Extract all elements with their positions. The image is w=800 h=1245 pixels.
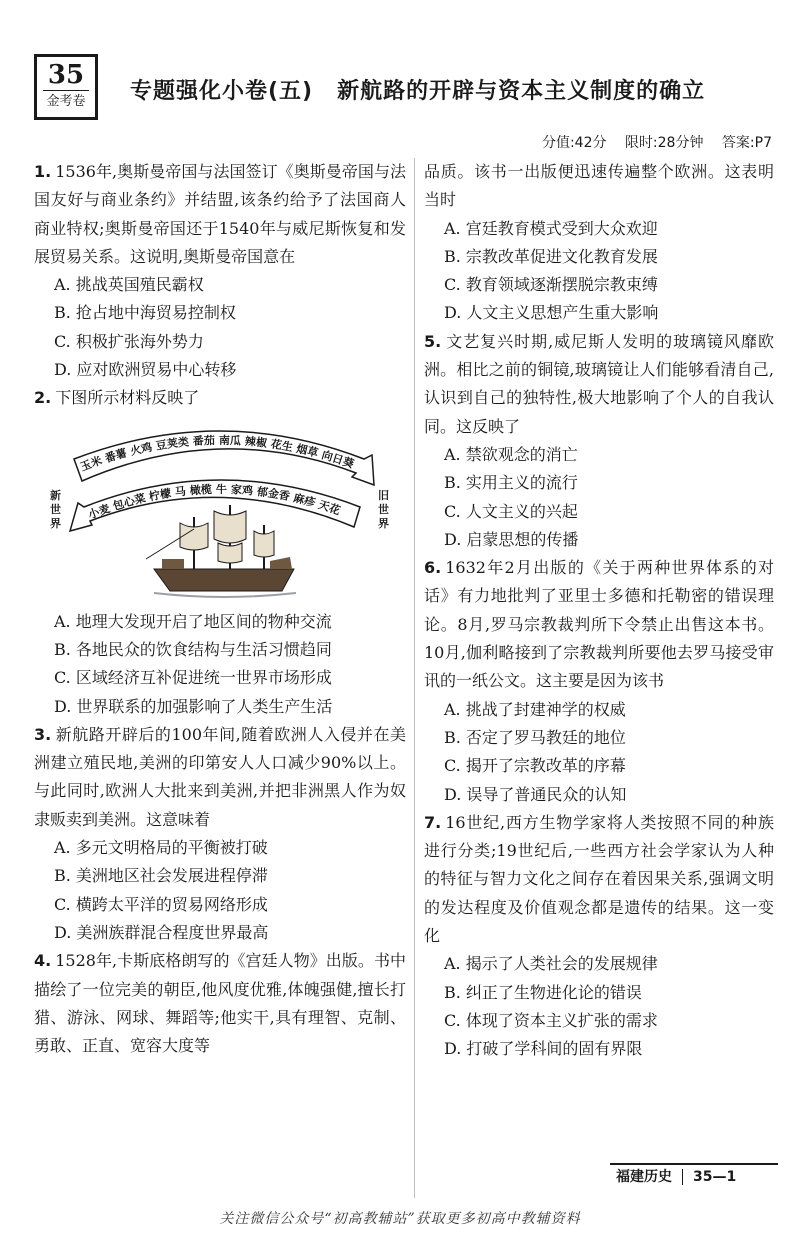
question-stem: 品质。该书一出版便迅速传遍整个欧洲。这表明当时: [424, 162, 774, 210]
lower-arrow-crops: 小麦 包心菜 柠檬 马 橄榄 牛 家鸡 郁金香 麻疹 天花: [86, 482, 342, 522]
question-3: [34, 721, 406, 947]
option-d[interactable]: D. 世界联系的加强影响了人类生产生活: [54, 696, 333, 716]
brand-label: 金考卷: [43, 90, 89, 111]
option-b[interactable]: B. 各地民众的饮食结构与生活习惯趋同: [54, 639, 332, 659]
question-number: 7.: [424, 812, 442, 832]
option-a[interactable]: A. 地理大发现开启了地区间的物种交流: [54, 611, 332, 631]
question-1: [34, 158, 406, 384]
option-c[interactable]: C. 揭开了宗教改革的序幕: [444, 756, 626, 776]
option-d[interactable]: D. 打破了学科间的固有界限: [444, 1039, 643, 1059]
option-b[interactable]: B. 宗教改革促进文化教育发展: [444, 246, 658, 266]
right-column: [424, 158, 774, 1064]
time-limit-info: 限时:28分钟: [624, 135, 704, 151]
option-b[interactable]: B. 否定了罗马教廷的地位: [444, 727, 626, 747]
left-column: [34, 158, 406, 1060]
question-number: 1.: [34, 162, 52, 181]
score-info: 分值:42分: [541, 135, 607, 151]
new-world-label: 新世界: [50, 488, 61, 530]
page-footer: [616, 1166, 736, 1186]
question-6: [424, 554, 774, 809]
exam-meta: [542, 132, 772, 152]
old-world-label: 旧世界: [378, 488, 389, 530]
question-4: [34, 947, 406, 1060]
option-c[interactable]: C. 人文主义的兴起: [444, 501, 578, 521]
option-c[interactable]: C. 体现了资本主义扩张的需求: [444, 1010, 658, 1030]
option-c[interactable]: C. 横跨太平洋的贸易网络形成: [54, 894, 268, 914]
option-c[interactable]: C. 区域经济互补促进统一世界市场形成: [54, 668, 332, 688]
question-stem: 1528年,卡斯底格朗写的《宫廷人物》出版。书中描绘了一位完美的朝臣,他风度优雅,体魄强健,擅长打猎、游泳、网球、舞蹈等;他实干,具有理智、克制、勇敢、正直、宽容大度等: [34, 951, 406, 1056]
question-5: [424, 328, 774, 554]
option-a[interactable]: A. 揭示了人类社会的发展规律: [444, 954, 658, 974]
paper-number-badge: [34, 54, 98, 120]
page-title: [130, 74, 770, 105]
option-d[interactable]: D. 人文主义思想产生重大影响: [444, 303, 659, 323]
question-7: [424, 809, 774, 1064]
option-c[interactable]: C. 教育领域逐渐摆脱宗教束缚: [444, 275, 658, 295]
option-d[interactable]: D. 误导了普通民众的认知: [444, 784, 627, 804]
title-topic: 新航路的开辟与资本主义制度的确立: [337, 79, 706, 104]
answer-reference: 答案:P7: [721, 135, 772, 151]
footer-rule: [610, 1163, 778, 1165]
option-d[interactable]: D. 美洲族群混合程度世界最高: [54, 922, 269, 942]
option-a[interactable]: A. 挑战英国殖民霸权: [54, 275, 204, 295]
question-stem: 文艺复兴时期,威尼斯人发明的玻璃镜风靡欧洲。相比之前的铜镜,玻璃镜让人们能够看清自己,认识到自己的独特性,极大地影响了个人的自我认同。这反映了: [424, 331, 774, 436]
option-b[interactable]: B. 美洲地区社会发展进程停滞: [54, 866, 268, 886]
page-number: 35—1: [693, 1169, 737, 1185]
option-d[interactable]: D. 应对欧洲贸易中心转移: [54, 360, 237, 380]
question-stem: 下图所示材料反映了: [55, 388, 200, 408]
option-b[interactable]: B. 纠正了生物进化论的错误: [444, 982, 642, 1002]
question-2: [34, 384, 406, 720]
question-number: 2.: [34, 388, 52, 408]
question-stem: 16世纪,西方生物学家将人类按照不同的种族进行分类;19世纪后,一些西方社会学家认为人种的特征与智力文化之间存在着因果关系,强调文明的发达程度及价值观念都是遗传的结果。这一变化: [424, 812, 774, 946]
option-a[interactable]: A. 禁欲观念的消亡: [444, 444, 578, 464]
option-c[interactable]: C. 积极扩张海外势力: [54, 331, 204, 351]
sailing-ship-icon: [146, 505, 296, 597]
question-number: 5.: [424, 331, 442, 351]
promo-line: 关注微信公众号“初高教辅站”获取更多初高中教辅资料: [219, 1211, 581, 1227]
title-series: 专题强化小卷(五): [130, 79, 314, 104]
exchange-diagram: [34, 419, 406, 604]
upper-arrow-crops: 玉米 番薯 火鸡 豆荚类 番茄 南瓜 辣椒 花生 烟草 向日葵: [78, 433, 356, 474]
option-b[interactable]: B. 抢占地中海贸易控制权: [54, 303, 236, 323]
option-d[interactable]: D. 启蒙思想的传播: [444, 529, 579, 549]
question-4-continued: [424, 158, 774, 328]
subject-label: 福建历史: [616, 1169, 672, 1185]
option-a[interactable]: A. 挑战了封建神学的权威: [444, 699, 626, 719]
option-a[interactable]: A. 多元文明格局的平衡被打破: [54, 838, 268, 858]
option-a[interactable]: A. 宫廷教育模式受到大众欢迎: [444, 218, 658, 238]
question-stem: 新航路开辟后的100年间,随着欧洲人入侵并在美洲建立殖民地,美洲的印第安人人口减少90%以上。与此同时,欧洲人大批来到美洲,并把非洲黑人作为奴隶贩卖到美洲。这意味着: [34, 724, 406, 829]
column-divider: [414, 158, 415, 1198]
question-stem: 1632年2月出版的《关于两种世界体系的对话》有力地批判了亚里士多德和托勒密的错误理论。8月,罗马宗教裁判所下令禁止出售这本书。10月,伽利略接到了宗教裁判所要他去罗马接受审讯的一纸公文。这主要是因为该书: [424, 558, 774, 691]
question-number: 4.: [34, 951, 52, 971]
columbian-exchange-figure: [34, 419, 406, 604]
question-number: 3.: [34, 724, 52, 744]
paper-number: 35: [47, 60, 85, 90]
question-stem: 1536年,奥斯曼帝国与法国签订《奥斯曼帝国与法国友好与商业条约》并结盟,该条约给予了法国商人商业特权;奥斯曼帝国还于1540年与威尼斯恢复和发展贸易关系。这说明,奥斯曼帝国意在: [34, 162, 406, 266]
question-number: 6.: [424, 558, 442, 578]
option-b[interactable]: B. 实用主义的流行: [444, 473, 578, 493]
